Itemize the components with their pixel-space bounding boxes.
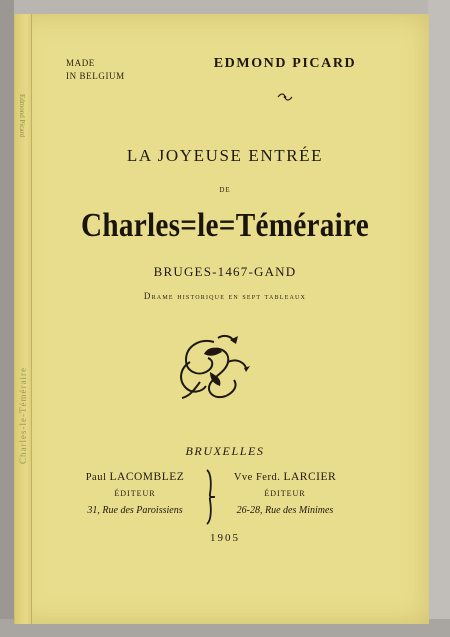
publisher-left-name <box>60 471 210 483</box>
publisher-left <box>60 471 210 516</box>
author-name: EDMOND PICARD <box>213 56 357 71</box>
made-line-1: MADE <box>66 58 95 68</box>
made-in-belgium <box>66 57 138 83</box>
publisher-left-last: LACOMBLEZ <box>109 471 185 483</box>
publication-year: 1905 <box>210 532 240 544</box>
publisher-left-role: ÉDITEUR <box>114 489 156 498</box>
publisher-left-first: Paul <box>85 472 107 483</box>
publisher-left-address: 31, Rue des Paroissiens <box>87 505 183 516</box>
dragon-ornament-icon <box>170 332 254 406</box>
main-title: Charles=le=Téméraire <box>80 207 370 244</box>
publisher-right-role: ÉDITEUR <box>264 489 306 498</box>
drama-description: Drame historique en sept tableaux <box>143 291 307 301</box>
subtitle: BRUGES-1467-GAND <box>153 264 297 279</box>
small-fleuron-icon <box>277 92 293 102</box>
spine-author: Edmond Picard <box>18 94 26 138</box>
made-line-2: IN BELGIUM <box>66 71 125 81</box>
title-prefix: LA JOYEUSE ENTRÉE <box>126 146 324 165</box>
title-de: DE <box>219 186 231 194</box>
publisher-right-last: LARCIER <box>283 471 337 483</box>
publisher-city: BRUXELLES <box>185 444 265 458</box>
publisher-right <box>210 471 360 516</box>
spine-title: Charles-le-Téméraire <box>18 367 28 464</box>
publisher-right-address: 26-28, Rue des Minimes <box>236 505 334 516</box>
publisher-right-first: Vve Ferd. <box>233 472 281 483</box>
publisher-right-name <box>210 471 360 483</box>
